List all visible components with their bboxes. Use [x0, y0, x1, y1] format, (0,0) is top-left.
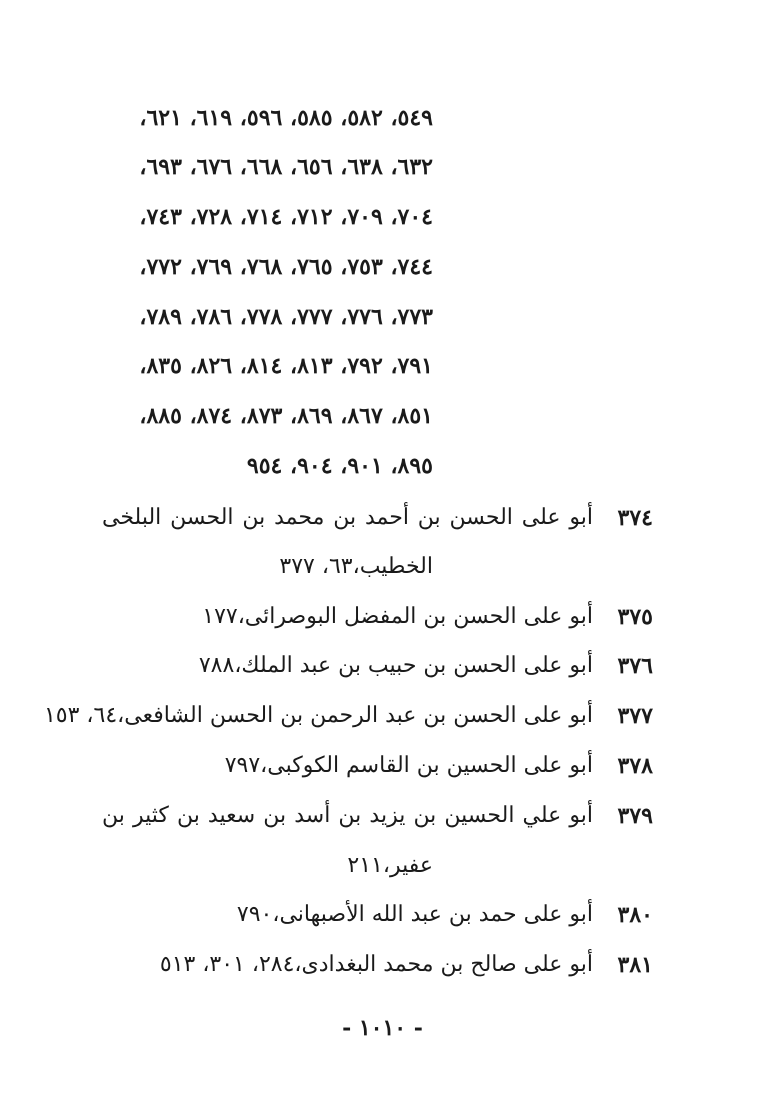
page-numbers-line-3: ٧٠٤، ٧٠٩، ٧١٢، ٧١٤، ٧٢٨، ٧٤٣، — [139, 204, 433, 230]
entry-name-375: أبو على الحسن بن المفضل البوصرائى،١٧٧ — [202, 604, 593, 629]
entry-name-374: أبو على الحسن بن أحمد بن محمد بن الحسن البلخى — [102, 505, 593, 530]
page-numbers-line-7: ٨٥١، ٨٦٧، ٨٦٩، ٨٧٣، ٨٧٤، ٨٨٥، — [139, 403, 433, 429]
entry-number-374: ٣٧٤ — [617, 505, 653, 531]
page-numbers-line-1: ٥٤٩، ٥٨٢، ٥٨٥، ٥٩٦، ٦١٩، ٦٢١، — [139, 105, 433, 131]
page-numbers-line-5: ٧٧٣، ٧٧٦، ٧٧٧، ٧٧٨، ٧٨٦، ٧٨٩، — [139, 304, 433, 330]
page-number: - ١٠١٠ - — [342, 1015, 423, 1041]
page-numbers-line-6: ٧٩١، ٧٩٢، ٨١٣، ٨١٤، ٨٢٦، ٨٣٥، — [139, 353, 433, 379]
entry-number-379: ٣٧٩ — [617, 803, 653, 829]
entry-name-380: أبو على حمد بن عبد الله الأصبهانى،٧٩٠ — [236, 902, 593, 927]
entry-continuation-379: عفير،٢١١ — [347, 853, 433, 878]
entry-number-381: ٣٨١ — [617, 952, 653, 978]
entry-number-378: ٣٧٨ — [617, 753, 653, 779]
page-numbers-line-8: ٨٩٥، ٩٠١، ٩٠٤، ٩٥٤ — [246, 453, 433, 479]
page-numbers-line-4: ٧٤٤، ٧٥٣، ٧٦٥، ٧٦٨، ٧٦٩، ٧٧٢، — [139, 254, 433, 280]
entry-name-379: أبو علي الحسين بن يزيد بن أسد بن سعيد بن كثير بن — [102, 803, 593, 828]
entry-name-376: أبو على الحسن بن حبيب بن عبد الملك،٧٨٨ — [198, 653, 593, 678]
entry-continuation-374: الخطيب،٦٣، ٣٧٧ — [279, 554, 433, 579]
entry-number-377: ٣٧٧ — [617, 703, 653, 729]
entry-number-376: ٣٧٦ — [617, 653, 653, 679]
entry-name-377: أبو على الحسن بن عبد الرحمن بن الحسن الشافعى،٦٤، ١٥٣ — [43, 703, 593, 728]
page-numbers-line-2: ٦٣٢، ٦٣٨، ٦٥٦، ٦٦٨، ٦٧٦، ٦٩٣، — [139, 154, 433, 180]
entry-name-378: أبو على الحسين بن القاسم الكوكبى،٧٩٧ — [224, 753, 593, 778]
entry-number-380: ٣٨٠ — [617, 902, 653, 928]
entry-number-375: ٣٧٥ — [617, 604, 653, 630]
entry-name-381: أبو على صالح بن محمد البغدادى،٢٨٤، ٣٠١، ٥١٣ — [159, 952, 593, 977]
